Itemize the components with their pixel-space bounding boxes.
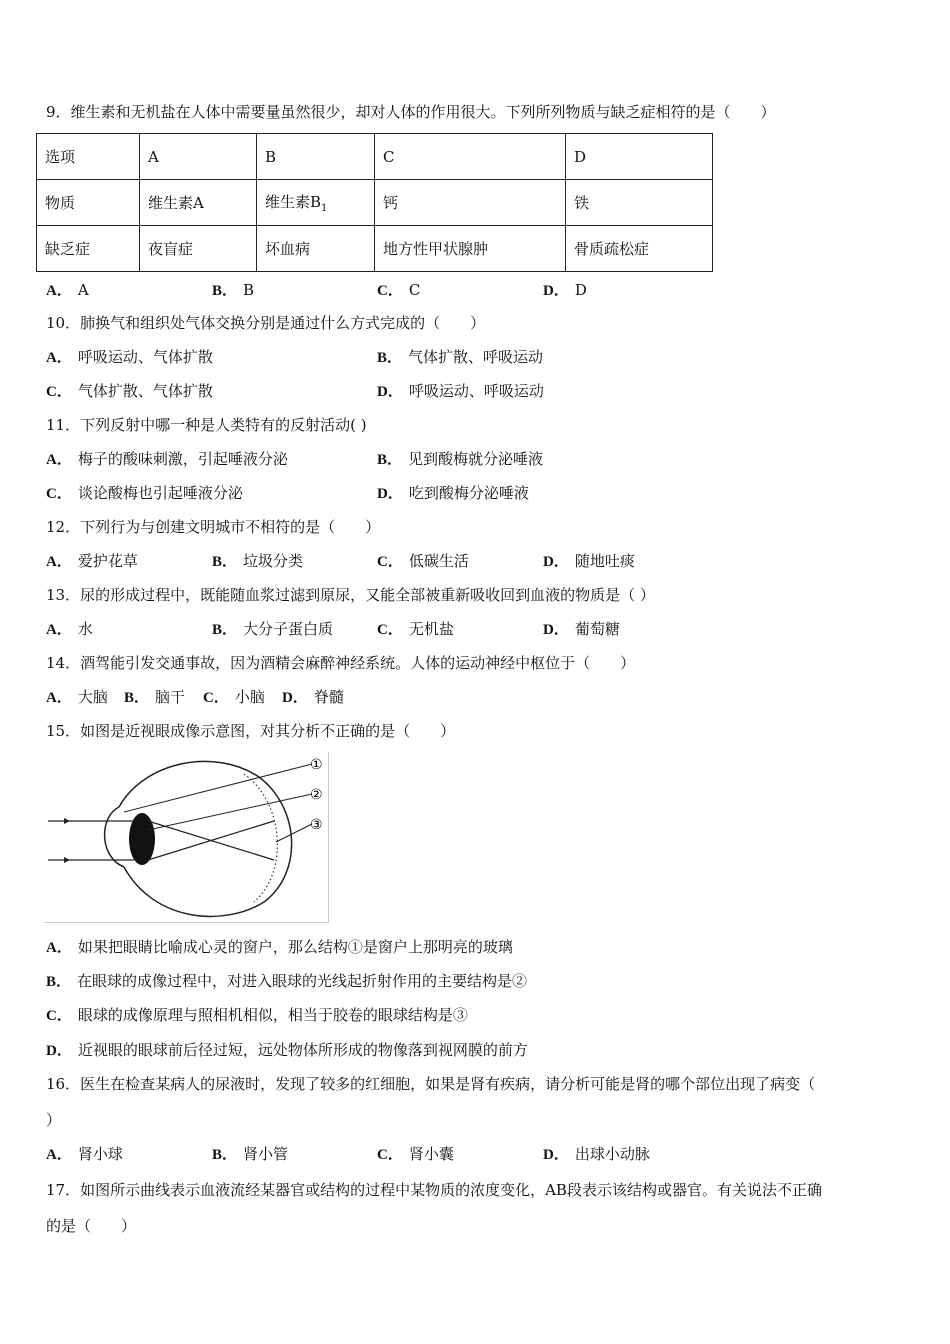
label-1: ① xyxy=(310,757,323,773)
table-cell: 夜盲症 xyxy=(140,226,257,272)
option-c[interactable]: C． 低碳生活 xyxy=(377,552,469,570)
option-b[interactable]: B． 大分子蛋白质 xyxy=(212,620,334,638)
option-a[interactable]: A． 爱护花草 xyxy=(46,552,138,570)
option-a[interactable]: A． 梅子的酸味刺激，引起唾液分泌 xyxy=(46,450,288,468)
option-c[interactable]: C． 肾小囊 xyxy=(377,1145,454,1163)
option-b[interactable]: B． 见到酸梅就分泌唾液 xyxy=(377,450,544,468)
q9-stem: 9．维生素和无机盐在人体中需要量虽然很少，却对人体的作用很大。下列所列物质与缺乏症相符的是（ ） xyxy=(46,103,776,121)
q10-stem: 10．肺换气和组织处气体交换分别是通过什么方式完成的（ ） xyxy=(46,314,486,332)
option-a[interactable]: A． 水 xyxy=(46,620,93,638)
option-d[interactable]: D． D xyxy=(543,281,587,299)
table-cell: 骨质疏松症 xyxy=(566,226,713,272)
cell-text: 维生素B xyxy=(265,193,322,211)
option-d[interactable]: D． 葡萄糖 xyxy=(543,620,620,638)
table-cell: A xyxy=(140,134,257,180)
label-3: ③ xyxy=(310,817,323,833)
q17-stem-cont: 的是（ ） xyxy=(46,1217,137,1235)
myopia-eye-figure xyxy=(44,752,329,923)
table-cell: B xyxy=(257,134,375,180)
table-cell: 选项 xyxy=(37,134,140,180)
cornea xyxy=(105,807,124,867)
q16-stem: 16．医生在检查某病人的尿液时，发现了较多的红细胞，如果是肾有疾病，请分析可能是肾的哪个部位出现了病变（ xyxy=(46,1075,816,1093)
option-b[interactable]: B． 垃圾分类 xyxy=(212,552,304,570)
leader-line xyxy=(124,764,312,812)
option-b[interactable]: B． 在眼球的成像过程中，对进入眼球的光线起折射作用的主要结构是② xyxy=(46,972,528,990)
arrow-icon xyxy=(64,818,70,824)
table-cell xyxy=(257,180,375,226)
option-d[interactable]: D． 出球小动脉 xyxy=(543,1145,650,1163)
option-c[interactable]: C． 谈论酸梅也引起唾液分泌 xyxy=(46,484,243,502)
table-row xyxy=(37,226,713,272)
option-a[interactable]: A． 大脑 xyxy=(46,688,108,706)
table-cell: 维生素A xyxy=(140,180,257,226)
option-d[interactable]: D． 随地吐痰 xyxy=(543,552,635,570)
eye-diagram xyxy=(44,752,328,922)
option-b[interactable]: B． 肾小管 xyxy=(212,1145,289,1163)
leader-line xyxy=(276,824,312,842)
table-cell: 铁 xyxy=(566,180,713,226)
option-d[interactable]: D． 脊髓 xyxy=(282,688,344,706)
option-c[interactable]: C． 无机盐 xyxy=(377,620,454,638)
table-cell: 地方性甲状腺肿 xyxy=(375,226,566,272)
option-b[interactable]: B． B xyxy=(212,281,255,299)
table-cell: D xyxy=(566,134,713,180)
table-cell: 物质 xyxy=(37,180,140,226)
arrow-icon xyxy=(64,857,70,863)
label-2: ② xyxy=(310,787,323,803)
option-a[interactable]: A． 如果把眼睛比喻成心灵的窗户，那么结构①是窗户上那明亮的玻璃 xyxy=(46,938,513,956)
table-cell: C xyxy=(375,134,566,180)
table-cell: 坏血病 xyxy=(257,226,375,272)
q14-stem: 14．酒驾能引发交通事故，因为酒精会麻醉神经系统。人体的运动神经中枢位于（ ） xyxy=(46,654,636,672)
table-row xyxy=(37,134,713,180)
q12-stem: 12．下列行为与创建文明城市不相符的是（ ） xyxy=(46,518,381,536)
q15-stem: 15．如图是近视眼成像示意图，对其分析不正确的是（ ） xyxy=(46,722,456,740)
option-b[interactable]: B． 脑干 xyxy=(124,688,186,706)
option-a[interactable]: A． 肾小球 xyxy=(46,1145,123,1163)
option-c[interactable]: C． C xyxy=(377,281,421,299)
q13-stem: 13．尿的形成过程中，既能随血浆过滤到原尿，又能全部被重新吸收回到血液的物质是（ ） xyxy=(46,586,655,604)
option-d[interactable]: D． 近视眼的眼球前后径过短，远处物体所形成的物像落到视网膜的前方 xyxy=(46,1041,528,1059)
retina xyxy=(244,774,277,902)
table-row xyxy=(37,180,713,226)
table-cell: 钙 xyxy=(375,180,566,226)
q9-table xyxy=(36,133,713,272)
q17-stem: 17．如图所示曲线表示血液流经某器官或结构的过程中某物质的浓度变化，AB段表示该结构或器官。有关说法不正确 xyxy=(46,1181,822,1199)
option-d[interactable]: D． 吃到酸梅分泌唾液 xyxy=(377,484,529,502)
option-a[interactable]: A． 呼吸运动、气体扩散 xyxy=(46,348,213,366)
option-c[interactable]: C． 小脑 xyxy=(203,688,265,706)
option-c[interactable]: C． 气体扩散、气体扩散 xyxy=(46,382,213,400)
q16-stem-cont: ） xyxy=(46,1111,62,1129)
option-a[interactable]: A． A xyxy=(46,281,89,299)
option-c[interactable]: C． 眼球的成像原理与照相机相似，相当于胶卷的眼球结构是③ xyxy=(46,1006,468,1024)
option-b[interactable]: B． 气体扩散、呼吸运动 xyxy=(377,348,544,366)
q11-stem: 11．下列反射中哪一种是人类特有的反射活动( ) xyxy=(46,416,367,434)
table-cell: 缺乏症 xyxy=(37,226,140,272)
subscript: 1 xyxy=(321,203,328,214)
option-d[interactable]: D． 呼吸运动、呼吸运动 xyxy=(377,382,544,400)
